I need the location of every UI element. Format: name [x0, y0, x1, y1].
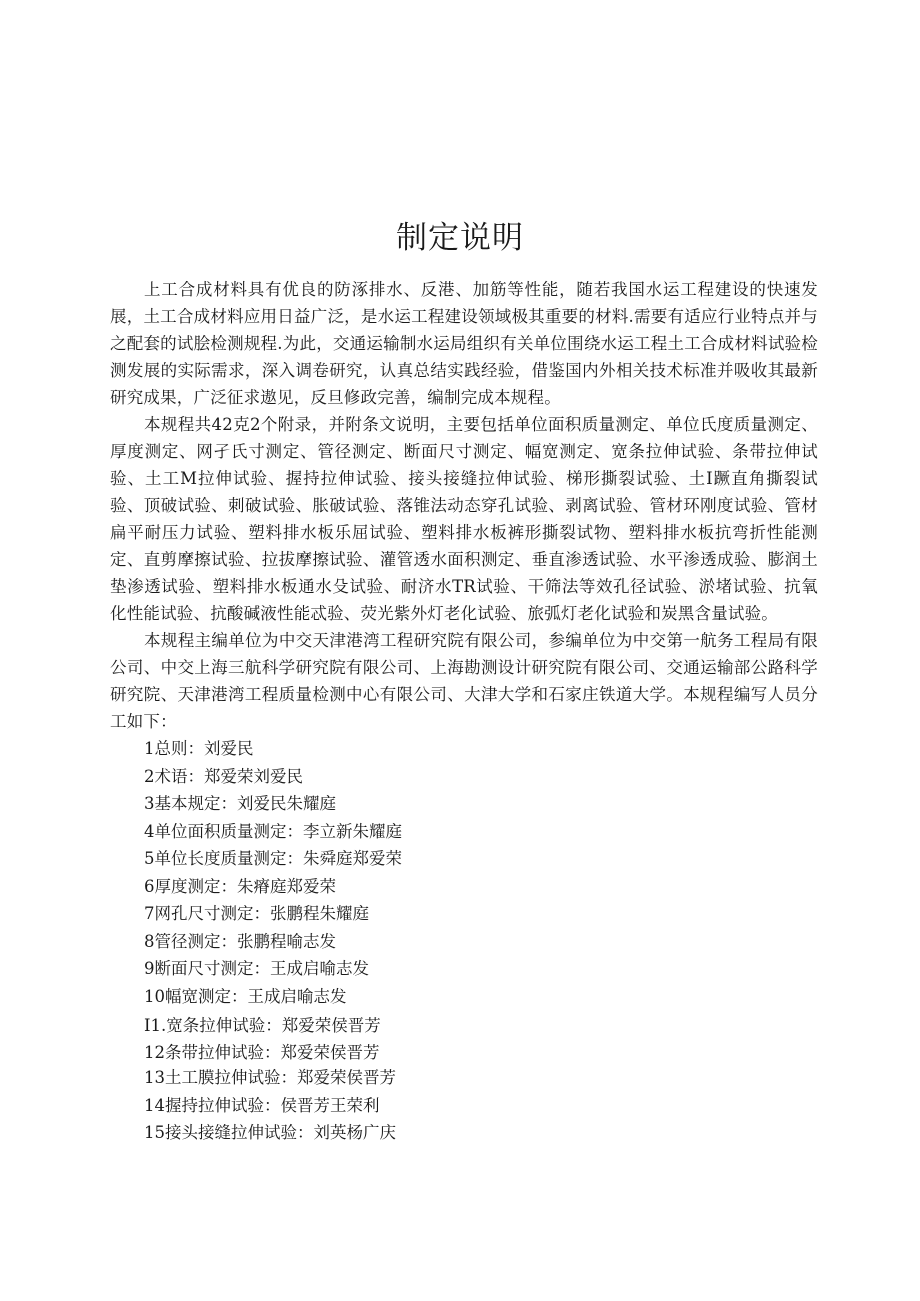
staff-item: 5单位长度质量测定：朱舜庭郑爱荣	[144, 849, 402, 868]
page-title: 制定说明	[396, 220, 524, 256]
staff-item: 6厚度测定：朱瘠庭郑爱荣	[144, 876, 336, 896]
staff-item: 3基本规定：刘爱民朱耀庭	[144, 794, 336, 813]
staff-item: 13土工膜拉伸试验：郑爱荣侯晋芳	[144, 1068, 396, 1087]
paragraph-intro: 上工合成材料具有优良的防涿排水、反港、加筋等性能，随若我国水运工程建设的快速发展，土工合成材料应用日益广泛，是水运工程建设领域极其重要的材料.需要有适应行业特点并与之配套的试脍检测规程.为此，交通运输制水运局组织有关单位围绕水运工程土工合成材料试验检测发展的实际需求，深入调卷研究，认真总结实践经验，借鉴国内外相关技术标准并吸收其最新研究成果，广泛征求遨见，反旦修政完善，编制完成本规程。	[110, 280, 818, 407]
staff-item: 9断面尺寸测定：王成启喻志发	[144, 959, 369, 978]
document-body	[110, 276, 818, 1147]
paragraph-contents: 本规程共42克2个附录，并附条文说明，主要包括单位面积质量测定、单位氏度质量测定、厚度测定、网孑氏寸测定、管径测定、断面尺寸测定、幅宽测定、宽条拉伸试验、条带拉伸试验、土工M拉伸试验、握持拉伸试验、接头接缝拉伸试验、梯形撕裂试验、土I蹶直角撕裂试验、顶破试验、刺破试验、胀破试验、落锥法动态穿孔试验、剥离试验、管材环刚度试验、管材扁平耐压力试验、塑料排水板乐屈试验、塑料排水板裤形撕裂试物、塑料排水板抗弯折性能测定、直剪摩擦试验、拉拔摩擦试验、灌管透水面积测定、垂直渗透试验、水平渗透成验、膨润土垫渗透试验、塑料排水板通水殳试验、耐济水TR试验、干筛法等效孔径试验、淤堵试验、抗氧化性能试验、抗酸碱液性能忒验、荧光紫外灯老化试验、旅弧灯老化试验和炭黑含量试验。	[110, 415, 818, 623]
staff-item: 10幅宽测定：王成启喻志发	[144, 986, 347, 1006]
staff-item: 2术语：郑爱荣刘爱民	[144, 766, 303, 786]
staff-item: I1.宽条拉伸试验：郑爱荣侯晋芳	[144, 1016, 381, 1035]
staff-item: 8管径测定：张鹏程喻志发	[144, 931, 336, 951]
paragraph-authors: 本规程主编单位为中交天津港湾工程研究院有限公司，参编单位为中交第一航务工程局有限公司、中交上海三航科学研究院有限公司、上海勘测设计研究院有限公司、交通运输部公路科学研究院、天津港湾工程质量检测中心有限公司、大津大学和石家庄铁道大学。本规程编写人员分工如下：	[110, 631, 818, 731]
staff-item: 1总则：刘爱民	[144, 739, 254, 758]
staff-assignment-list	[110, 735, 818, 1147]
staff-item: 15接头接缝拉伸试验：刘英杨广庆	[144, 1123, 396, 1142]
staff-item: 7网孔尺寸测定：张鹏程朱耀庭	[144, 904, 369, 923]
staff-item: 14握持拉伸试验：侯晋芳王荣利	[144, 1095, 380, 1115]
staff-item: 12条带拉伸试验：郑爱荣侯晋芳	[144, 1043, 380, 1062]
staff-item: 4单位面积质量测定：李立新朱耀庭	[144, 821, 402, 841]
